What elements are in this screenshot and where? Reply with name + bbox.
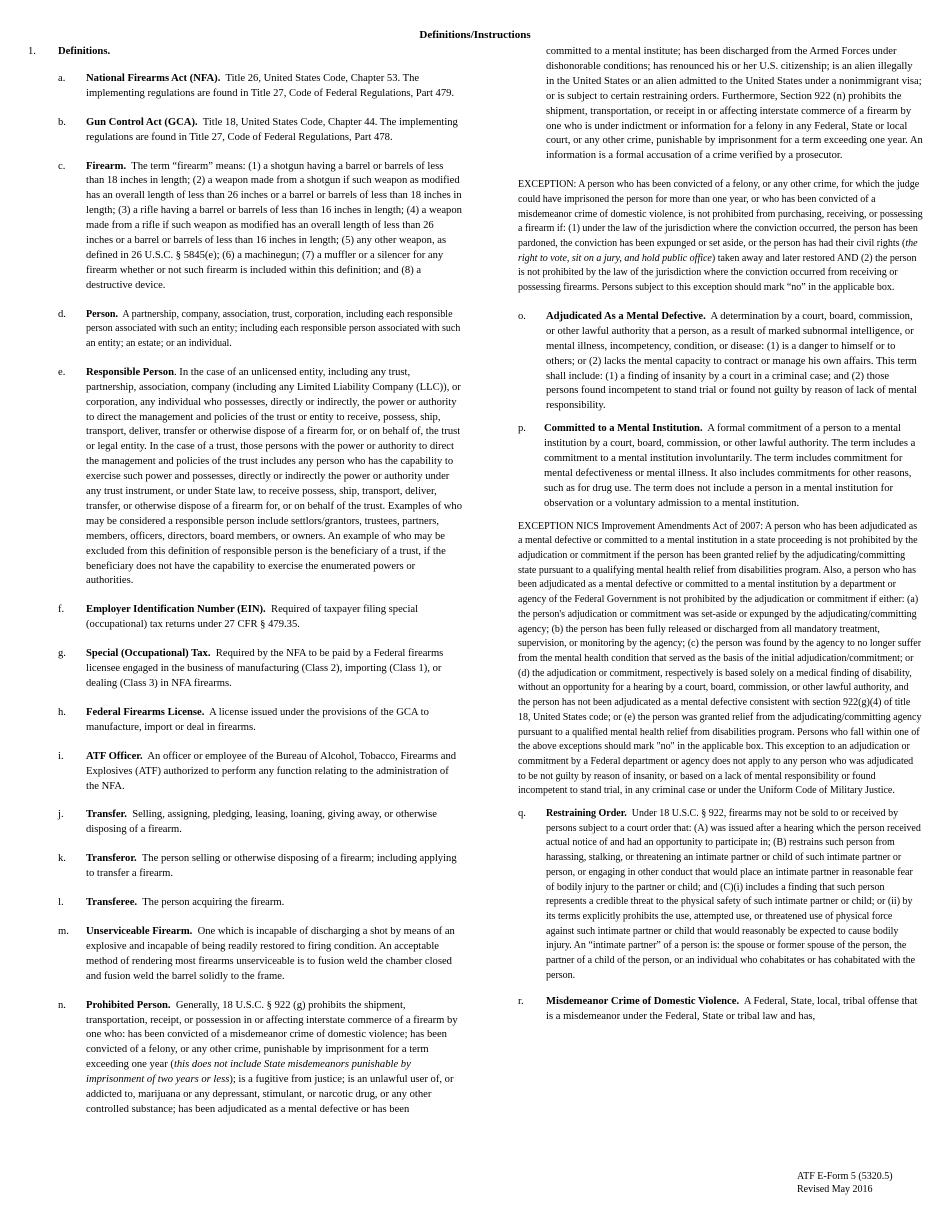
- right-column: [518, 45, 923, 1039]
- definition-text: . In the case of an unlicensed entity, including any trust, partnership, association, company (including any Limited Liability Company (LLC)), or corporation, any individual who possesses, directly or indirectly, the power or authority to direct the management and policies of the trust or entity to receive, possess, ship, transport, deliver, transfer or otherwise dispose of a firearm for, or on behalf of, the trust or legal entity. In the case of a trust, those persons with the power or authority to direct the management and policies of the trust includes any person who has the capability to exercise such power and possesses, directly or indirectly the power or authority under any trust instrument, or under State law, to receive possess, ship, transport, deliver, transfer, or otherwise dispose of a firearm for, or on behalf of the trust. Examples of who may be considered a responsible person include settlors/grantors, trustees, partners, members, officers, directors, board members, or owners. An example of who may be excluded from this definition of responsible person is the beneficiary of a trust, if the beneficiary does not have the capability to exercise the enumerated powers or authorities.: [86, 366, 462, 587]
- definition-f: [28, 603, 463, 633]
- term-person: Person.: [86, 308, 118, 320]
- item-letter: n.: [58, 999, 66, 1011]
- definition-r: [518, 995, 923, 1025]
- form-number: ATF E-Form 5 (5320.5): [797, 1171, 893, 1182]
- exception-italic: the right to vote, sit on a jury, and hold public office: [518, 238, 918, 264]
- term-firearm: Firearm.: [86, 160, 127, 172]
- term-transfer: Transfer.: [86, 809, 127, 821]
- section-number: 1.: [28, 46, 36, 57]
- definition-text: The person acquiring the firearm.: [142, 897, 285, 909]
- exception-text: ) taken away and later restored AND (2) the person is not prohibited by the law of the jurisdiction where the conviction occurred from receiving or possessing firearms. Persons subject to this exception should mark “no” in the applicable box.: [518, 252, 917, 294]
- definition-italic: this does not include State misdemeanors punishable by imprisonment of two years or less: [86, 1059, 411, 1086]
- term-gca: Gun Control Act (GCA).: [86, 116, 198, 128]
- item-letter: e.: [58, 366, 66, 378]
- definition-p: [518, 422, 923, 511]
- definition-text: A partnership, company, association, trust, corporation, including each responsible person associated with such an entity; including each responsible person associated with such an entity; an estate; or an individual.: [86, 308, 461, 350]
- item-letter: i.: [58, 750, 64, 762]
- exception-nics: EXCEPTION NICS Improvement Amendments Act of 2007: A person who has been adjudicated as a mental defective or committed to a mental institution in a state proceeding is not prohibited by the adjudication or commitment if the person has been granted relief by the adjudicating/committing state pursuant to a qualifying mental health relief from disabilities program. Also, a person who has been adjudicated as a mental defective or committed to a mental institution by a department or agency of the Federal Government is not prohibited by the adjudication or commitment if either: (a) the person's adjudication or commitment was set-aside or expunged by the adjudicating/committing agency; (b) the person has been fully released or discharged from all mandatory treatment, supervision, or monitoring by the agency; (c) the person was found by the agency to no longer suffer from the mental health condition that served as the basis of the initial adjudication/commitment; or (d) the adjudication or commitment, respectively is based solely on a medical finding of disability, without an opportunity for a hearing by a court, board, commission, or other lawful authority, and the person has not been adjudicated as a mental defective consistent with section 922(g)(4) of title 18, United States code; or (e) the person was granted relief from the adjudicating/committing agency pursuant to a qualified mental health relief from disabilities program. Persons who fall within one of the above exceptions should mark "no" in the applicable box. This exception to an adjudication or commitment by a Federal department or agency does not apply to any person who was adjudicated to be not guilty by reason of insanity, or based on a lack of mental responsibility or found incompetent to stand trial, in any criminal case or under the Uniform Code of Military Justice.: [518, 520, 922, 797]
- item-letter: m.: [58, 925, 69, 937]
- definition-q: [518, 807, 923, 983]
- definition-e: [28, 366, 463, 590]
- item-letter: c.: [58, 160, 66, 172]
- definition-a: [28, 72, 463, 102]
- definition-text: The term “firearm” means: (1) a shotgun having a barrel or barrels of less than 18 inches in length; (2) a weapon made from a shotgun if such weapon as modified has an overall length of less than 26 inches or a barrel or barrels of less than 18 inches in length; (3) a rifle having a barrel or barrels of less than 16 inches in length; (4) a weapon made from a rifle if such weapon as modified has an overall length of less than 26 inches or a barrel or barrels of less than 16 inches in length; (5) any other weapon, as defined in 26 U.S.C. § 5845(e); (6) a machinegun; (7) a muffler or a silencer for any firearm whether or not such firearm is included within this definition; and (8) a destructive device.: [86, 160, 462, 291]
- item-letter: d.: [58, 308, 66, 320]
- definition-text: A formal commitment of a person to a mental institution by a court, board, commission, or other lawful authority. The term includes a commitment to a mental institution involuntarily. The term includes commitment for mental defectiveness or mental illness. It also includes commitments for other reasons, such as for drug use. The term does not include a person in a mental institution for observation or a voluntary admission to a mental institution.: [544, 423, 916, 509]
- definition-c: [28, 160, 463, 294]
- definition-text: Title 26, United States Code, Chapter 53. The implementing regulations are found in Title 27, Code of Federal Regulations, Part 479.: [86, 72, 455, 99]
- term-ein: Employer Identification Number (EIN).: [86, 604, 266, 616]
- item-letter: j.: [58, 809, 64, 821]
- definition-g: [28, 647, 463, 692]
- definition-d: [28, 308, 463, 352]
- item-letter: p.: [518, 423, 526, 435]
- definition-n-continued: committed to a mental institute; has been discharged from the Armed Forces under dishonorable conditions; has renounced his or her U.S. citizenship; is an alien illegally in the United States or an alien admitted to the United States under a nonimmigrant visa; or is subject to certain restraining orders. Furthermore, Section 922 (n) prohibits the shipment, transportation, or receipt in or affecting interstate commerce of a firearm by one who is under indictment or information for a felony in any Federal, State or local court, or any other crime, punishable by imprisonment for a term exceeding one year. An information is a formal accusation of a crime verified by a prosecutor.: [546, 46, 923, 162]
- term-transferee: Transferee.: [86, 897, 138, 909]
- item-letter: g.: [58, 648, 66, 660]
- form-footer: [797, 1170, 893, 1196]
- definition-b: [28, 116, 463, 146]
- definition-l: [28, 896, 463, 911]
- term-unserviceable-firearm: Unserviceable Firearm.: [86, 925, 193, 937]
- item-letter: o.: [518, 310, 526, 322]
- item-letter: f.: [58, 604, 65, 616]
- definition-m: [28, 925, 463, 985]
- term-adjudicated-mental-defective: Adjudicated As a Mental Defective.: [546, 310, 706, 322]
- definition-o: [518, 310, 923, 414]
- definition-n: [28, 999, 463, 1118]
- definition-text: Selling, assigning, pledging, leasing, loaning, giving away, or otherwise disposing of a firearm.: [86, 809, 437, 836]
- definition-text: Generally, 18 U.S.C. § 922 (g) prohibits the shipment, transportation, receipt, or possession in or affecting interstate commerce of a firearm by one who: has been convicted of a misdemeanor crime of domestic violence; has been convicted of a felony, or any other crime, punishable by imprisonment for a term exceeding one year (: [86, 999, 458, 1071]
- term-prohibited-person: Prohibited Person.: [86, 999, 171, 1011]
- term-ffl: Federal Firearms License.: [86, 706, 205, 718]
- definition-text: A license issued under the provisions of the GCA to manufacture, import or deal in firearms.: [86, 706, 429, 733]
- item-letter: a.: [58, 72, 66, 84]
- definition-text: One which is incapable of discharging a shot by means of an explosive and incapable of being readily restored to firing condition. An acceptable method of rendering most firearms unserviceable is to fusion weld the chamber closed and fusion weld the barrel solidly to the frame.: [86, 925, 455, 982]
- item-letter: h.: [58, 706, 66, 718]
- definition-text: ); is a fugitive from justice; is an unlawful user of, or addicted to, marijuana or any depressant, stimulant, or narcotic drug, or any other controlled substance; has been adjudicated as a mental defective or has been: [86, 1074, 454, 1115]
- definition-k: [28, 852, 463, 882]
- term-misdemeanor-domestic-violence: Misdemeanor Crime of Domestic Violence.: [546, 996, 740, 1008]
- item-letter: l.: [58, 897, 64, 909]
- definition-i: [28, 750, 463, 795]
- term-committed-mental-institution: Committed to a Mental Institution.: [544, 423, 703, 435]
- definition-text: The person selling or otherwise disposing of a firearm; including applying to transfer a firearm.: [86, 853, 457, 880]
- definition-text: A determination by a court, board, commission, or other lawful authority that a person, as a result of marked subnormal intelligence, or mental illness, incompetency, condition, or disease: (1) is a danger to himself or to others; or (2) lacks the mental capacity to contract or manage his own affairs. This term shall include: (1) a finding of insanity by a court in a criminal case; and (2) those persons found incompetent to stand trial or found not guilty by reason of lack of mental responsibility.: [546, 310, 917, 412]
- term-restraining-order: Restraining Order.: [546, 808, 627, 820]
- definition-text: Under 18 U.S.C. § 922, firearms may not be sold to or received by persons subject to a court order that: (A) was issued after a hearing which the person received actual notice of and had an opportunity to participate in; (B) restrains such person from harassing, stalking, or threatening an intimate partner or child of such intimate partner or person, or engaging in other conduct that would place an intimate partner in reasonable fear of bodily injury to the partner or child; and (C)(i) includes a finding that such person represents a credible threat to the physical safety of such intimate partner or child; or (ii) by its terms explicitly prohibits the use, attempted use, or threatened use of physical force against such intimate partner or child that would reasonably be expected to cause bodily injury. An “intimate partner” of a person is: the spouse or former spouse of the person, the partner of a child of the person, or an individual who cohabitates or has cohabitated with the person.: [546, 808, 921, 981]
- definition-text: Required by the NFA to be paid by a Federal firearms licensee engaged in the business of manufacturing (Class 2), importing (Class 1), or dealing (Class 3) in NFA firearms.: [86, 648, 444, 690]
- item-letter: q.: [518, 808, 526, 820]
- left-column: [28, 45, 463, 1132]
- term-special-tax: Special (Occupational) Tax.: [86, 648, 211, 660]
- term-responsible-person: Responsible Person: [86, 366, 174, 378]
- term-nfa: National Firearms Act (NFA).: [86, 72, 221, 84]
- definition-text: An officer or employee of the Bureau of Alcohol, Tobacco, Firearms and Explosives (ATF) authorized to perform any function relating to the administration of the NFA.: [86, 750, 457, 792]
- term-transferor: Transferor.: [86, 853, 137, 865]
- definition-text: Required of taxpayer filing special (occupational) tax returns under 27 CFR § 479.35.: [86, 604, 419, 631]
- definition-h: [28, 706, 463, 736]
- definition-j: [28, 808, 463, 838]
- page-title: Definitions/Instructions: [419, 29, 531, 41]
- section-heading: [28, 45, 463, 60]
- revision-date: Revised May 2016: [797, 1184, 873, 1195]
- section-title: Definitions.: [58, 46, 111, 57]
- item-letter: b.: [58, 116, 66, 128]
- exception-felony: [518, 178, 923, 296]
- item-letter: k.: [58, 853, 66, 865]
- term-atf-officer: ATF Officer.: [86, 750, 143, 762]
- item-letter: r.: [518, 996, 524, 1008]
- definition-text: Title 18, United States Code, Chapter 44. The implementing regulations are found in Title 27, Code of Federal Regulations, Part 478.: [86, 116, 458, 143]
- definition-text: A Federal, State, local, tribal offense that is a misdemeanor under the Federal, State or tribal law and has,: [546, 996, 918, 1023]
- exception-text: EXCEPTION: A person who has been convicted of a felony, or any other crime, for which the judge could have imprisoned the person for more than one year, or who has been convicted of a misdemeanor crime of domestic violence, is not prohibited from purchasing, receiving, or possessing a firearm if: (1) under the law of the jurisdiction where the conviction occurred, the person has been pardoned, the conviction has been expunged or set aside, or the person has had their civil rights (: [518, 179, 923, 250]
